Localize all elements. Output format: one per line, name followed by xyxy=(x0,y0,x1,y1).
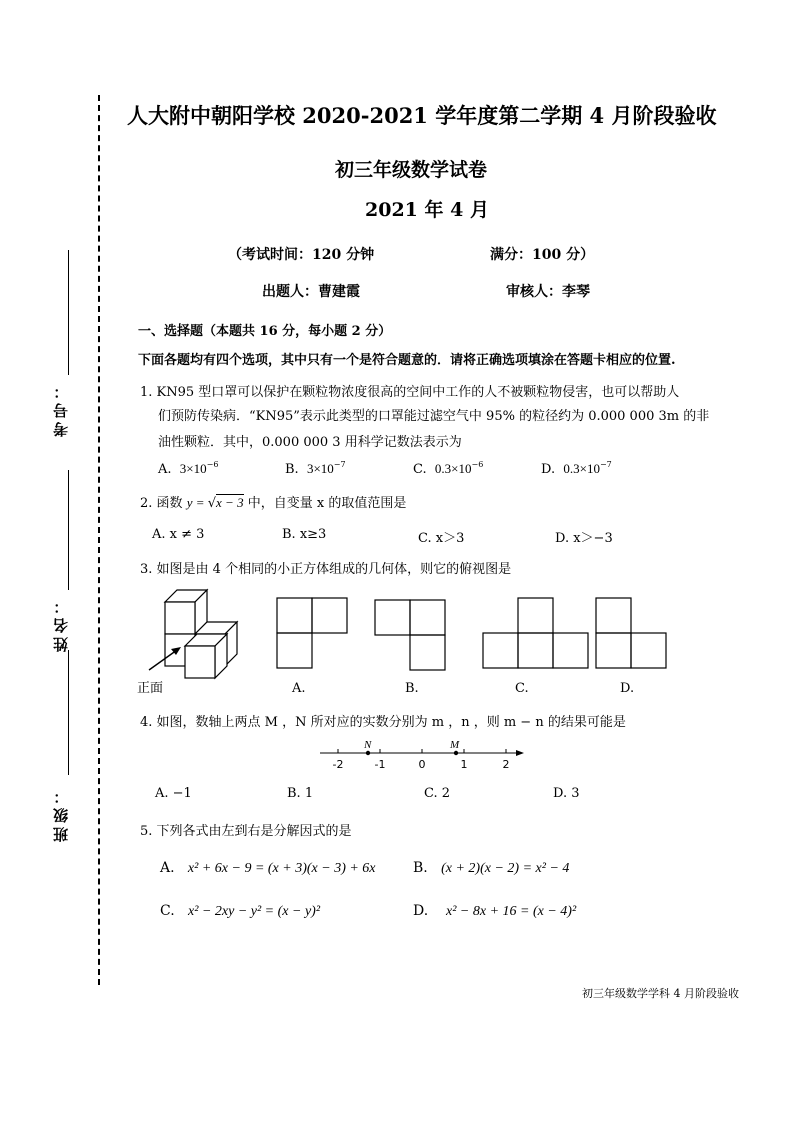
q1-option-d xyxy=(541,460,612,477)
q2-option-a: A. x ≠ 3 xyxy=(152,527,205,542)
q5-option-b xyxy=(413,860,569,877)
option-label: D. xyxy=(413,903,429,919)
q2-prefix: 2. 函数 xyxy=(140,496,183,511)
name-label: 姓名： xyxy=(52,595,70,652)
tick-label: -1 xyxy=(374,758,386,771)
school-title: 人大附中朝阳学校 2020-2021 学年度第二学期 4 月阶段验收 xyxy=(127,103,717,128)
option-label: A. xyxy=(158,462,172,477)
q5-option-d xyxy=(413,903,576,920)
option-label: B. xyxy=(413,860,428,876)
q2-option-d: D. x＞−3 xyxy=(555,531,613,546)
exam-no-label: 考号： xyxy=(52,380,70,437)
q1-line2: 们预防传染病．“KN95”表示此类型的口罩能过滤空气中 95% 的粒径约为 0.000 000 3m 的非 xyxy=(158,409,710,424)
q1-line1: 1. KN95 型口罩可以保护在颗粒物浓度很高的空间中工作的人不被颗粒物侵害，也可以帮助人 xyxy=(140,385,680,400)
tick-label: 0 xyxy=(418,758,426,771)
option-exp: −6 xyxy=(206,460,219,469)
q4-option-a: A. −1 xyxy=(155,786,192,801)
binding-dashed-line xyxy=(98,95,100,985)
class-underline xyxy=(68,650,69,775)
option-label: C. xyxy=(160,903,175,919)
tick-label: 2 xyxy=(502,758,510,771)
sqrt-sign: √ xyxy=(207,496,217,511)
section-instruction: 下面各题均有四个选项，其中只有一个是符合题意的．请将正确选项填涂在答题卡相应的位置. xyxy=(138,353,676,368)
point-m-label: M xyxy=(450,739,460,751)
option-expr: x² − 8x + 16 = (x − 4)² xyxy=(446,904,577,919)
q1-line3: 油性颗粒．其中，0.000 000 3 用科学记数法表示为 xyxy=(158,435,462,450)
paper-title: 初三年级数学试卷 xyxy=(335,159,488,181)
q1-option-c xyxy=(413,460,483,477)
q4-number-line xyxy=(318,736,528,772)
option-expr: x² − 2xy − y² = (x − y)² xyxy=(188,904,321,919)
class-label: 班级： xyxy=(52,785,70,842)
q2-option-b: B. x≥3 xyxy=(282,527,327,542)
q3-option-b-view xyxy=(374,599,449,674)
q4-option-b: B. 1 xyxy=(287,786,314,801)
q3-option-a-view xyxy=(276,597,351,672)
tick-label: 1 xyxy=(460,758,468,771)
q5-option-c xyxy=(160,903,320,920)
option-exp: −7 xyxy=(333,460,346,469)
option-label: C. xyxy=(413,462,427,477)
option-label: B. xyxy=(285,462,299,477)
q2-func: y = xyxy=(186,495,208,510)
option-base: 3×10 xyxy=(179,461,207,476)
tick-label: -2 xyxy=(332,758,344,771)
option-exp: −6 xyxy=(471,460,484,469)
q3-option-c-label: C. xyxy=(515,681,529,696)
q3-front-label: 正面 xyxy=(137,681,164,696)
q2-stem xyxy=(140,492,406,511)
option-label: D. xyxy=(541,462,556,477)
q3-option-d-label: D. xyxy=(620,681,635,696)
q3-option-a-label: A. xyxy=(292,681,306,696)
section-heading: 一、选择题（本题共 16 分，每小题 2 分） xyxy=(138,324,392,339)
full-score: 满分：100 分） xyxy=(490,247,595,263)
reviewer: 审核人：李琴 xyxy=(506,284,590,300)
q4-option-d: D. 3 xyxy=(553,786,580,801)
q3-option-c-view xyxy=(482,597,592,672)
q1-option-a xyxy=(158,460,218,477)
q2-suffix: 中，自变量 x 的取值范围是 xyxy=(247,496,407,511)
option-base: 3×10 xyxy=(306,461,334,476)
q4-option-c: C. 2 xyxy=(424,786,451,801)
exam-no-underline xyxy=(68,250,69,375)
option-base: 0.3×10 xyxy=(563,461,600,476)
point-n-label: N xyxy=(364,739,372,751)
q3-stem: 3. 如图是由 4 个相同的小正方体组成的几何体，则它的俯视图是 xyxy=(140,562,512,577)
option-base: 0.3×10 xyxy=(434,461,472,476)
option-expr: x² + 6x − 9 = (x + 3)(x − 3) + 6x xyxy=(187,861,376,876)
q5-option-a xyxy=(160,860,376,877)
q4-stem: 4. 如图，数轴上两点 M ，N 所对应的实数分别为 m ，n ，则 m − n 的结果可能是 xyxy=(140,715,626,730)
q2-radicand: x − 3 xyxy=(216,495,244,510)
name-underline xyxy=(68,470,69,590)
exam-time: （考试时间：120 分钟 xyxy=(228,247,375,263)
option-label: A. xyxy=(160,860,175,876)
q2-option-c: C. x＞3 xyxy=(418,531,465,546)
option-expr: (x + 2)(x − 2) = x² − 4 xyxy=(441,861,570,876)
option-exp: −7 xyxy=(599,460,612,469)
q1-option-b xyxy=(285,460,346,477)
setter: 出题人：曹建霞 xyxy=(262,284,360,300)
q3-option-b-label: B. xyxy=(405,681,419,696)
q5-stem: 5. 下列各式由左到右是分解因式的是 xyxy=(140,824,352,839)
page-footer: 初三年级数学学科 4 月阶段验收 xyxy=(582,987,739,1000)
exam-date: 2021 年 4 月 xyxy=(365,199,489,221)
q3-option-d-view xyxy=(595,597,670,672)
